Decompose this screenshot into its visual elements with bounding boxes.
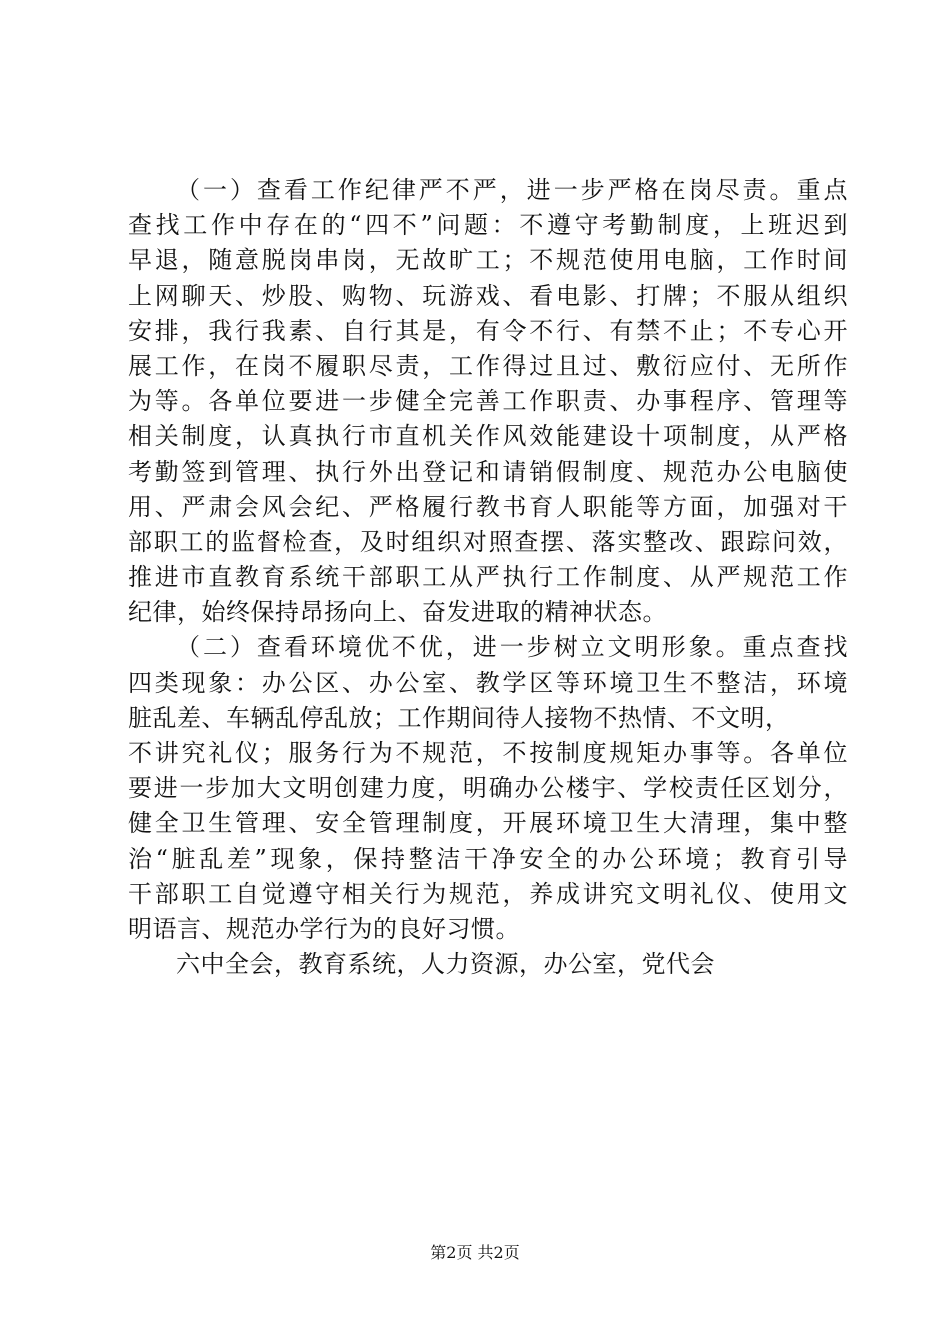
- paragraph-line: 上网聊天、炒股、购物、玩游戏、看电影、打牌；不服从组织: [128, 281, 848, 310]
- paragraph-line: （二）查看环境优不优，进一步树立文明形象。重点查找: [176, 633, 848, 662]
- paragraph-1: [128, 173, 848, 630]
- paragraph-line: 展工作，在岗不履职尽责，工作得过且过、敷衍应付、无所作: [128, 351, 848, 380]
- paragraph-line: 干部职工自觉遵守相关行为规范，养成讲究文明礼仪、使用文: [128, 879, 848, 908]
- paragraph-line: 明语言、规范办学行为的良好习惯。: [128, 914, 520, 943]
- paragraph-line: 治“脏乱差”现象，保持整洁干净安全的办公环境；教育引导: [128, 844, 848, 873]
- paragraph-line: 不讲究礼仪；服务行为不规范，不按制度规矩办事等。各单位: [128, 739, 848, 767]
- paragraph-line: 为等。各单位要进一步健全完善工作职责、办事程序、管理等: [128, 387, 848, 416]
- paragraph-line: 查找工作中存在的“四不”问题：不遵守考勤制度，上班迟到: [128, 211, 848, 240]
- paragraph-line: 脏乱差、车辆乱停乱放；工作期间待人接物不热情、不文明，: [128, 703, 790, 732]
- paragraph-line: 健全卫生管理、安全管理制度，开展环境卫生大清理，集中整: [128, 809, 848, 838]
- document-body: [128, 173, 848, 982]
- paragraph-line: 用、严肃会风会纪、严格履行教书育人职能等方面，加强对干: [128, 492, 848, 521]
- paragraph-line: （一）查看工作纪律严不严，进一步严格在岗尽责。重点: [176, 176, 848, 204]
- paragraph-line: 安排，我行我素、自行其是，有令不行、有禁不止；不专心开: [128, 316, 848, 345]
- paragraph-line: 四类现象：办公区、办公室、教学区等环境卫生不整洁，环境: [128, 668, 848, 697]
- keywords-line: 六中全会，教育系统，人力资源，办公室，党代会: [176, 950, 715, 979]
- paragraph-line: 推进市直教育系统干部职工从严执行工作制度、从严规范工作: [128, 563, 848, 592]
- paragraph-line: 早退，随意脱岗串岗，无故旷工；不规范使用电脑，工作时间: [128, 246, 848, 275]
- paragraph-line: 部职工的监督检查，及时组织对照查摆、落实整改、跟踪问效，: [128, 527, 848, 556]
- page-footer: 第2页 共2页: [430, 1243, 520, 1262]
- paragraph-line: 要进一步加大文明创建力度，明确办公楼宇、学校责任区划分，: [128, 774, 848, 803]
- paragraph-line: 纪律，始终保持昂扬向上、奋发进取的精神状态。: [128, 598, 667, 627]
- paragraph-line: 考勤签到管理、执行外出登记和请销假制度、规范办公电脑使: [128, 457, 848, 486]
- paragraph-line: 相关制度，认真执行市直机关作风效能建设十项制度，从严格: [128, 422, 848, 451]
- paragraph-2: [128, 630, 848, 947]
